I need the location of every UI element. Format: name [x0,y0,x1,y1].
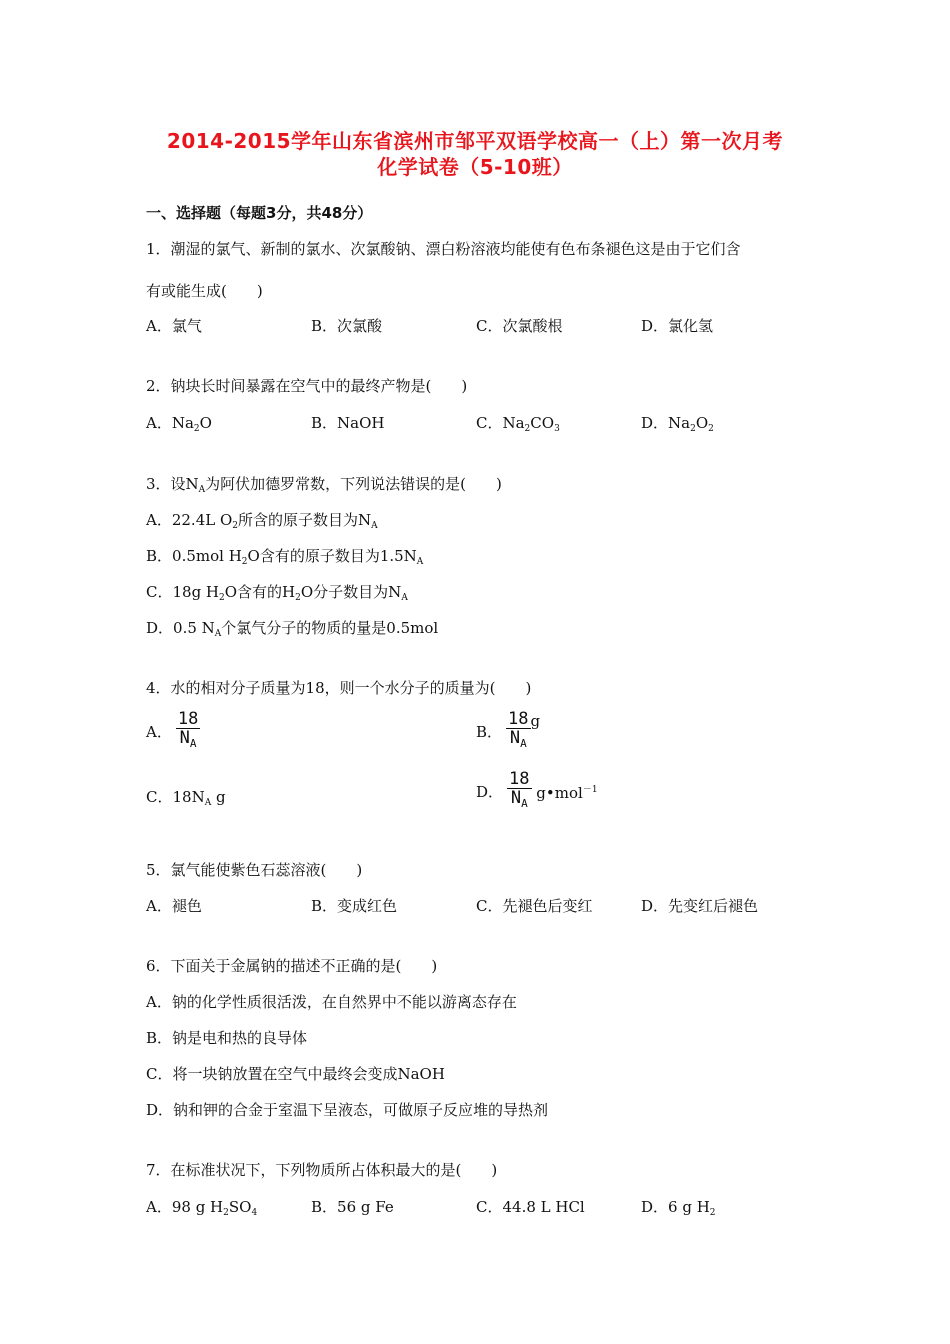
q3-option-a: A．22.4L $O_2$所含的原子数目为$N_A$ [146,511,378,531]
q7-option-d: D．6 g $H_2$ [641,1198,716,1218]
q1-stem-line1: 1．潮湿的氯气、新制的氯水、次氯酸钠、漂白粉溶液均能使有色布条褪色这是由于它们含 [146,240,741,258]
q7-stem: 7．在标准状况下，下列物质所占体积最大的是( ) [146,1161,498,1179]
q7-option-c: C．44.8 L HCl [476,1198,585,1216]
q4-option-c: C．$18N_A$ g [146,788,226,808]
q4-a-fraction: $\frac{18}{N_A}$ [177,709,199,750]
q5-option-c: C．先褪色后变红 [476,897,593,915]
q3-stem: 3．设$N_A$为阿伏加德罗常数，下列说法错误的是( ) [146,475,502,495]
q4-option-a: A． $\frac{18}{N_A}$ [146,710,200,753]
q1-option-b: B．次氯酸 [311,317,383,335]
q4-b-fraction: $\frac{18}{N_A}$ [508,709,529,750]
section-heading: 一、选择题（每题3分，共48分） [146,204,373,222]
q7-option-b: B．56 g Fe [311,1198,394,1216]
q6-option-a: A．钠的化学性质很活泼，在自然界中不能以游离态存在 [146,993,517,1011]
q5-option-d: D．先变红后褪色 [641,897,759,915]
q1-option-a: A．氯气 [146,317,202,335]
q6-option-c: C．将一块钠放置在空气中最终会变成NaOH [146,1065,445,1083]
q3-option-d: D．0.5 $N_A$个氯气分子的物质的量是0.5mol [146,619,439,639]
q4-option-b: B． $\frac{18}{N_A}$ g [476,710,540,753]
q4-option-d: D． $\frac{18}{N_A}$ g•mol$^{-1}$ [476,770,598,813]
q3-option-c: C．18g $H_2O$含有的$H_2O$分子数目为$N_A$ [146,583,408,603]
q7-option-a: A．98 g $H_2SO_4$ [146,1198,258,1218]
q6-option-d: D．钠和钾的合金于室温下呈液态，可做原子反应堆的导热剂 [146,1101,549,1119]
q1-option-c: C．次氯酸根 [476,317,563,335]
exam-title-line2: 化学试卷（5-10班） [377,155,573,179]
q2-stem: 2．钠块长时间暴露在空气中的最终产物是( ) [146,377,468,395]
q6-option-b: B．钠是电和热的良导体 [146,1029,308,1047]
q1-stem-line2: 有或能生成( ) [146,282,263,300]
q5-stem: 5．氯气能使紫色石蕊溶液( ) [146,861,363,879]
q6-stem: 6．下面关于金属钠的描述不正确的是( ) [146,957,438,975]
q2-option-b: B．NaOH [311,414,385,432]
q5-option-b: B．变成红色 [311,897,398,915]
exam-title-line1: 2014-2015学年山东省滨州市邹平双语学校高一（上）第一次月考 [166,129,784,153]
q4-stem: 4．水的相对分子质量为18，则一个水分子的质量为( ) [146,679,532,697]
q2-option-a: A．$Na_2O$ [146,414,212,434]
q1-option-d: D．氯化氢 [641,317,714,335]
q2-option-c: C．$Na_2CO_3$ [476,414,560,434]
q2-option-d: D．$Na_2O_2$ [641,414,714,434]
q5-option-a: A．褪色 [146,897,202,915]
q4-d-fraction: $\frac{18}{N_A}$ [509,769,530,810]
q3-option-b: B．0.5mol $H_2O$含有的原子数目为$1.5N_A$ [146,547,424,567]
